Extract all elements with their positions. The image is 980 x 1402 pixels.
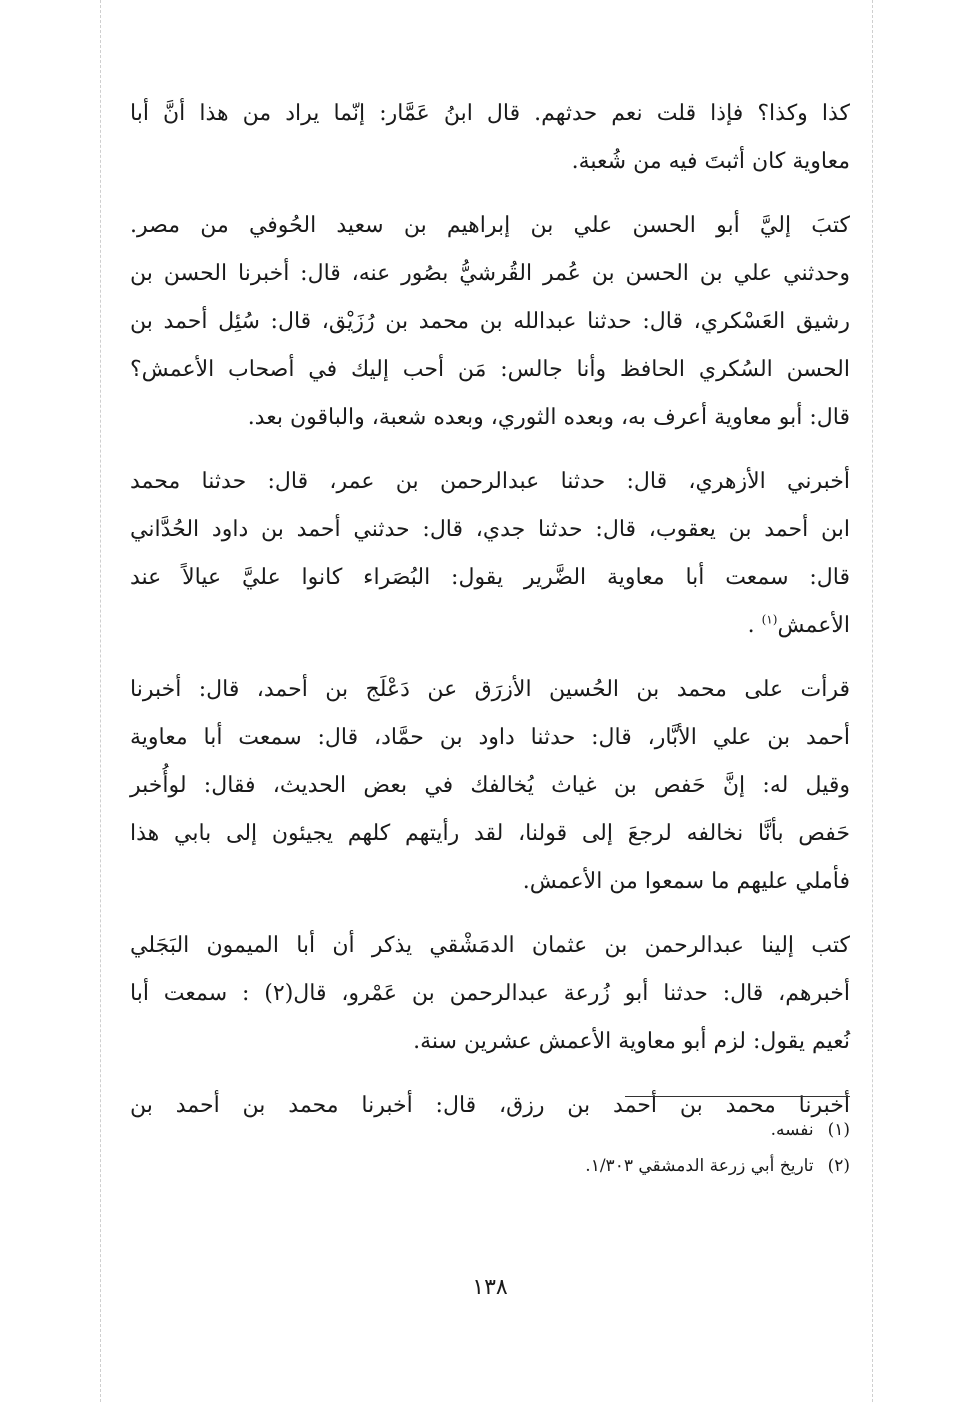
line-text: الأعمش <box>777 613 850 638</box>
text-line: كتب إلينا عبدالرحمن بن عثمان الدمَشْقي يذكر أن أبا الميمون البَجَلي <box>130 933 850 958</box>
footnote-ref: (١) <box>761 612 778 627</box>
footnote-text: تاريخ أبي زرعة الدمشقي ١/٣٠٣. <box>585 1156 814 1176</box>
footnote <box>430 1148 850 1184</box>
margin-guide <box>100 0 101 1402</box>
text-line: كذا وكذا؟ فإذا قلت نعم حدثهم. قال ابنُ عَمَّار: إنّما يراد من هذا أنَّ أبا <box>130 101 850 126</box>
text-line: معاوية كان أثبتَ فيه من شُعبة. <box>571 149 850 174</box>
text-line: ابن أحمد بن يعقوب، قال: حدثنا جدي، قال: حدثني أحمد بن داود الحُدَّاني <box>130 517 850 542</box>
text-line: الحسن السُكري الحافظ وأنا جالس: مَن أحب إليك في أصحاب الأعمش؟ <box>130 357 851 382</box>
text-line: أحمد بن علي الأبَّار، قال: حدثنا داود بن حمَّاد، قال: سمعت أبا معاوية <box>130 725 850 750</box>
text-line: نُعيم يقول: لزم أبو معاوية الأعمش عشرين سنة. <box>413 1029 850 1054</box>
text-line: قرأت على محمد بن الحُسين الأزرَق عن دَعْلَج بن أحمد، قال: أخبرنا <box>130 677 850 702</box>
text-line <box>130 602 850 650</box>
footnotes <box>430 1112 850 1184</box>
text-line: أخبرني الأزهري، قال: حدثنا عبدالرحمن بن عمر، قال: حدثنا محمد <box>130 469 850 494</box>
footnote-number: (١) <box>827 1120 850 1140</box>
paragraph <box>130 922 850 1066</box>
text-line: حَفص بأنَّا نخالفه لرجعَ إلى قولنا، لقد رأيتهم كلهم يجيئون إلى بابي هذا <box>130 821 850 846</box>
text-line: أخبرنا محمد بن أحمد بن رزق، قال: أخبرنا محمد بن أحمد بن <box>130 1093 850 1118</box>
footnote-text: نفسه. <box>770 1120 814 1140</box>
page-number: ١٣٨ <box>472 1275 508 1300</box>
footnote-number: (٢) <box>827 1156 850 1176</box>
line-end: . <box>747 613 755 638</box>
footnote <box>430 1112 850 1148</box>
paragraph <box>130 202 850 442</box>
footnote-separator <box>625 1096 850 1097</box>
text-line: كتبَ إليَّ أبو الحسن علي بن إبراهيم بن سعيد الحُوفي من مصر. <box>130 213 850 238</box>
main-text <box>130 90 850 1146</box>
text-line: أخبرهم، قال: حدثنا أبو زُرعة عبدالرحمن بن عَمْرو، قال(٢) : سمعت أبا <box>130 981 851 1006</box>
text-line: قال: سمعت أبا معاوية الضَّرير يقول: البُصَراء كانوا عليَّ عيالاً عند <box>130 565 850 590</box>
text-line: فأملي عليهم ما سمعوا من الأعمش. <box>522 869 850 894</box>
paragraph <box>130 90 850 186</box>
text-line: وحدثني علي بن الحسن بن عُمر القُرشيُّ بصُور عنه، قال: أخبرنا الحسن بن <box>130 261 850 286</box>
paragraph <box>130 666 850 906</box>
text-line: وقيل له: إنَّ حَفص بن غياث يُخالفك في بعض الحديث، فقال: لوأُخبر <box>130 773 850 798</box>
text-line: رشيق العَسْكري، قال: حدثنا عبدالله بن محمد بن رُزَيْق، قال: سُئِل أحمد بن <box>130 309 850 334</box>
paragraph <box>130 458 850 650</box>
text-line: قال: أبو معاوية أعرف به، وبعده الثوري، وبعده شعبة، والباقون بعد. <box>247 405 850 430</box>
margin-guide <box>872 0 873 1402</box>
